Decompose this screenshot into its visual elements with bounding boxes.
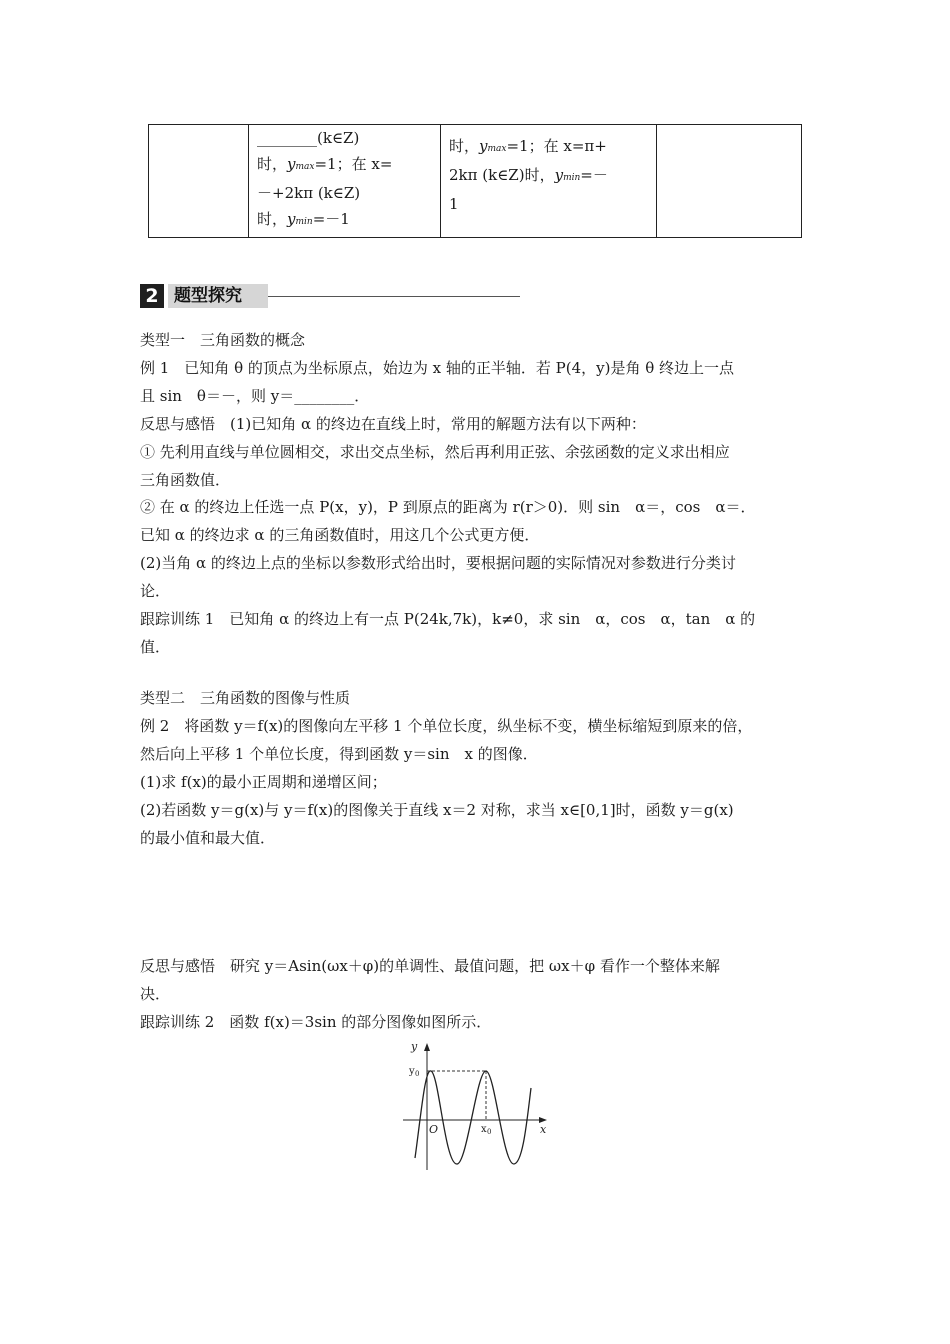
practice1-line2: 值． [140, 638, 171, 656]
table-cell-cos-extrema: 时，ymax=1；在 x=π+ 2kπ (k∈Z)时，ymin=－ 1 [441, 125, 657, 238]
reflection1-line7: 论． [140, 582, 171, 600]
example2-part1: (1)求 f(x)的最小正周期和递增区间； [140, 773, 387, 791]
type2-heading: 类型二 三角函数的图像与性质 [140, 689, 351, 707]
example1-line2: 且 sin θ＝－，则 y＝________． [140, 387, 370, 405]
x0-subscript: 0 [487, 1128, 492, 1136]
type1-heading: 类型一 三角函数的概念 [140, 331, 306, 349]
example1-line1: 例 1 已知角 θ 的顶点为坐标原点，始边为 x 轴的正半轴．若 P(4，y)是角 θ 终边上一点 [140, 359, 735, 377]
example2-line2: 然后向上平移 1 个单位长度，得到函数 y＝sin x 的图像． [140, 745, 538, 763]
section-rule [268, 296, 520, 297]
y-axis-label: y [411, 1040, 418, 1053]
x-axis-label: x [540, 1123, 547, 1136]
example2-part2-line2: 的最小值和最大值． [140, 829, 276, 847]
reflection1-line3: 三角函数值． [140, 471, 231, 489]
reflection1-line1: 反思与感悟 (1)已知角 α 的终边在直线上时，常用的解题方法有以下两种： [140, 415, 646, 433]
reflection1-line5: 已知 α 的终边求 α 的三角函数值时，用这几个公式更方便． [140, 526, 540, 544]
example2-part2-line1: (2)若函数 y＝g(x)与 y＝f(x)的图像关于直线 x＝2 对称，求当 x∈[0,1]时，函数 y＝g(x) [140, 801, 734, 819]
properties-table [148, 124, 802, 238]
reflection1-line2: ① 先利用直线与单位圆相交，求出交点坐标，然后再利用正弦、余弦函数的定义求出相应 [140, 443, 730, 461]
table-cell-empty-1 [149, 125, 249, 238]
reflection1-line4: ② 在 α 的终边上任选一点 P(x，y)，P 到原点的距离为 r(r＞0)．则 sin α＝，cos α＝． [140, 498, 756, 516]
reflection1-line6: (2)当角 α 的终边上点的坐标以参数形式给出时，要根据问题的实际情况对参数进行分类讨 [140, 554, 736, 572]
table-cell-empty-4 [657, 125, 802, 238]
x0-label: x [481, 1124, 487, 1135]
y-axis-arrow [424, 1043, 430, 1051]
example2-line1: 例 2 将函数 y＝f(x)的图像向左平移 1 个单位长度，纵坐标不变，横坐标缩短到原来的倍， [140, 717, 753, 735]
sine-graph-figure [395, 1040, 555, 1176]
y0-subscript: 0 [415, 1070, 420, 1078]
reflection2-line1: 反思与感悟 研究 y＝Asin(ωx＋φ)的单调性、最值问题，把 ωx＋φ 看作一个整体来解 [140, 957, 720, 975]
practice1-line1: 跟踪训练 1 已知角 α 的终边上有一点 P(24k,7k)，k≠0，求 sin α，cos α，tan α 的 [140, 610, 756, 628]
section-number: 2 [140, 284, 164, 308]
section-title: 题型探究 [174, 286, 242, 306]
practice2-line1: 跟踪训练 2 函数 f(x)＝3sin 的部分图像如图所示． [140, 1013, 492, 1031]
origin-label: O [429, 1123, 439, 1136]
sine-curve [415, 1071, 531, 1164]
section-heading [140, 284, 520, 308]
table-cell-sin-extrema: ________(k∈Z) 时，ymax=1；在 x= －+2kπ (k∈Z) 时，ymin=－1 [249, 125, 441, 238]
y0-label: y [409, 1066, 415, 1077]
reflection2-line2: 决． [140, 985, 171, 1003]
